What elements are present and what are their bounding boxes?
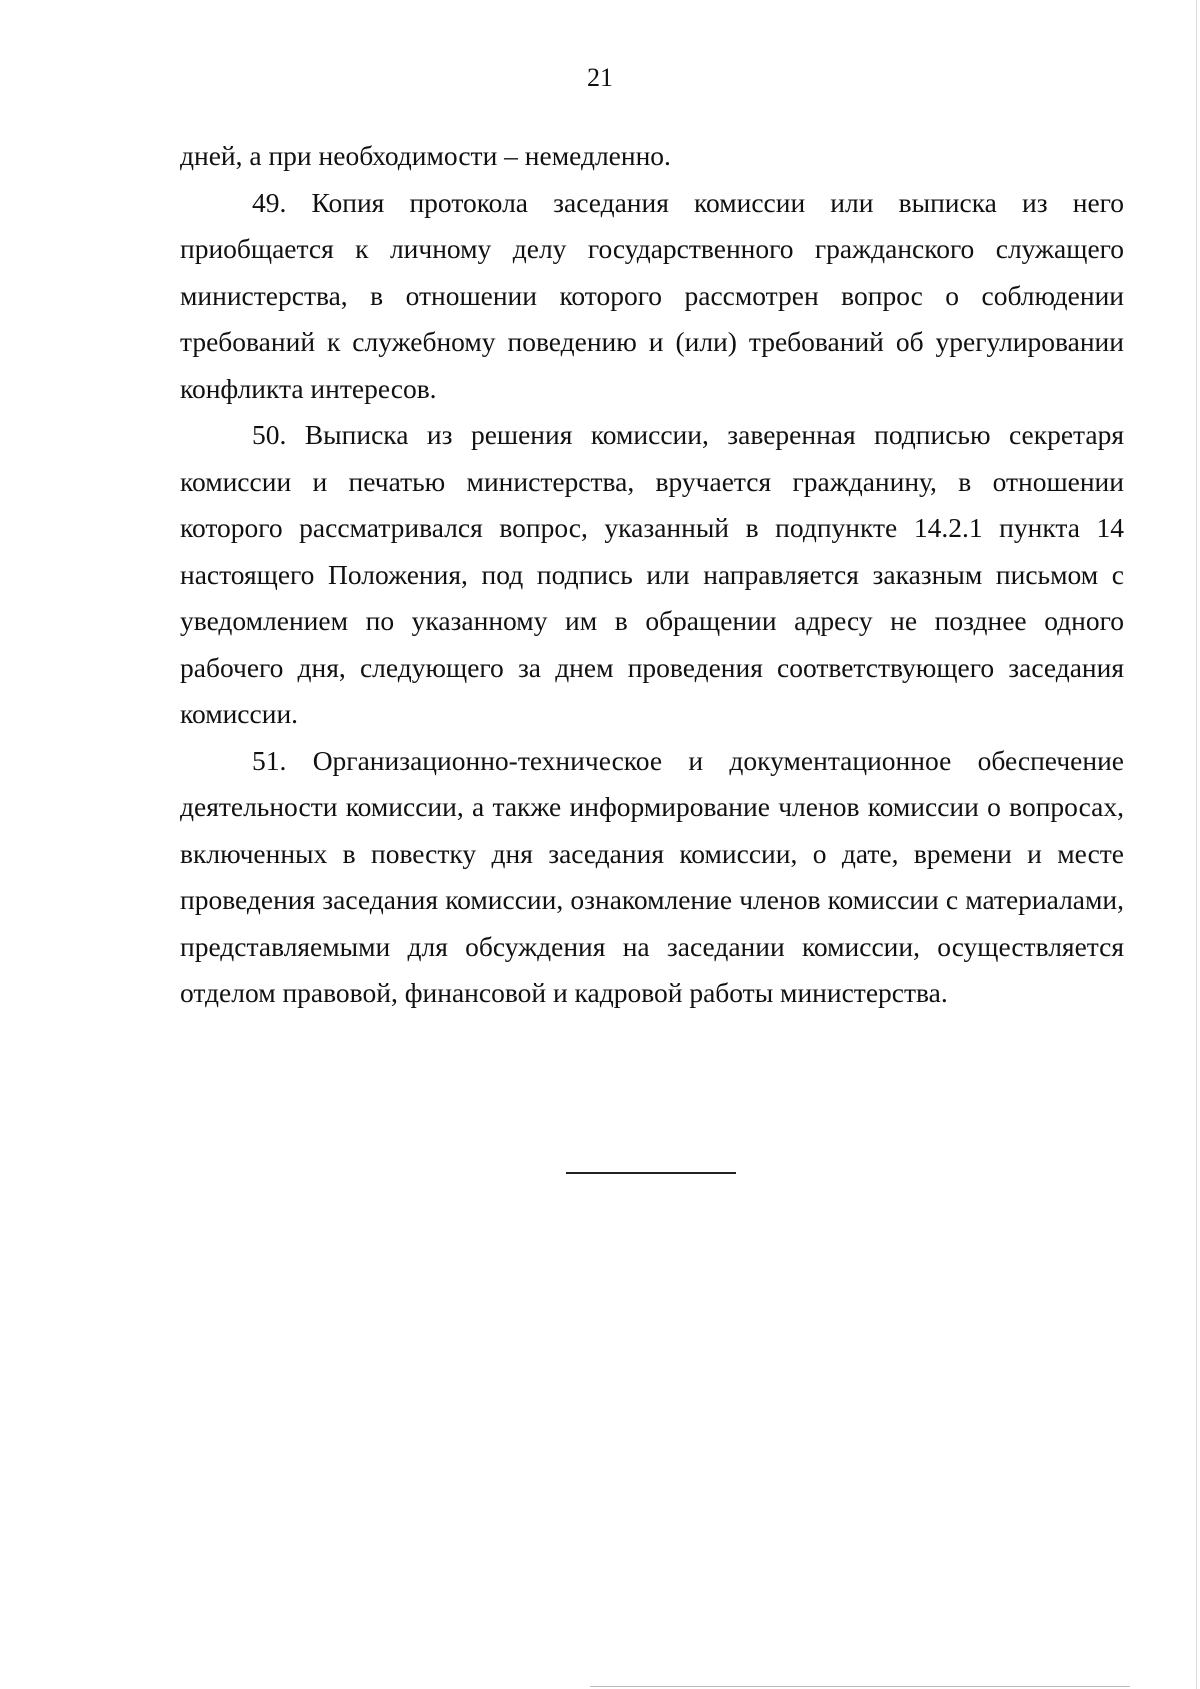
page-number: 21 [587,63,613,92]
scan-edge-bottom [590,1686,1130,1687]
document-body [180,133,1124,1017]
scan-edge-right [1196,0,1197,1689]
paragraph-continuation: дней, а при необходимости – немедленно. [180,140,671,171]
end-of-document-rule [566,1172,736,1174]
paragraph-49: 49. Копия протокола заседания комиссии или выписка из него приобщается к личному делу государственного гражданского служащего министерства, в отношении которого рассмотрен вопрос о соблюдении требований к служебному поведению и (или) требований об урегулировании конфликта интересов. [180,186,1124,404]
paragraph-51: 51. Организационно-техническое и документационное обеспечение деятельности комиссии, а также информирование членов комиссии о вопросах, включенных в повестку дня заседания комиссии, о дате, времени и месте проведения заседания комиссии, ознакомление членов комиссии с материалами, представляемыми для обсуждения на заседании комиссии, осуществляется отделом правовой, финансовой и кадровой работы министерства. [180,744,1124,1008]
paragraph-50: 50. Выписка из решения комиссии, заверенная подписью секретаря комиссии и печатью министерства, вручается гражданину, в отношении которого рассматривался вопрос, указанный в подпункте 14.2.1 пункта 14 настоящего Положения, под подпись или направляется заказным письмом с уведомлением по указанному им в обращении адресу не позднее одного рабочего дня, следующего за днем проведения соответствующего заседания комиссии. [180,419,1124,729]
